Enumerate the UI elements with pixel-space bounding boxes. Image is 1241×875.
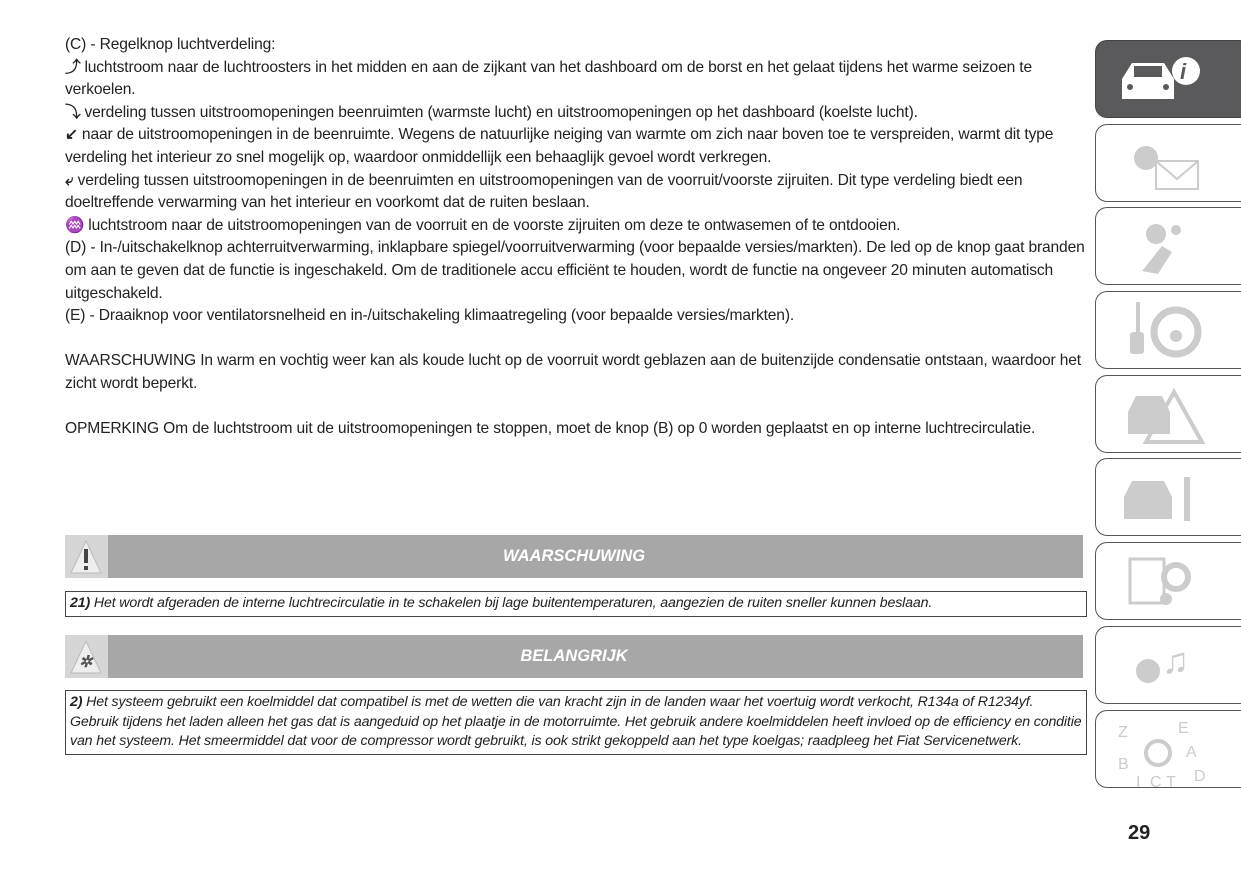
tab-car-info[interactable] (1095, 40, 1241, 118)
page-number: 29 (1128, 822, 1151, 844)
feet-vent-icon: ↙ (65, 126, 78, 144)
emergency-icon (1114, 384, 1214, 444)
svg-text:♫: ♫ (1162, 640, 1189, 681)
body-text (65, 34, 1085, 441)
text: verdeling tussen uitstroomopeningen beenruimten (warmste lucht) en uitstroomopeningen op het dashboard (koelste lucht). (84, 103, 918, 121)
feet-windscreen-vent-icon: ⤶ (65, 171, 74, 189)
tab-starting-driving[interactable] (1095, 291, 1241, 369)
text: luchtstroom naar de uitstroomopeningen van de voorruit en de voorste zijruiten om deze te ontwasemen of te ontdooien. (88, 216, 901, 234)
important-title: BELANGRIJK (520, 647, 628, 665)
warning-header (65, 535, 1083, 578)
index-letters: Z E BA C T D (1118, 720, 1206, 789)
multimedia-icon (1114, 635, 1214, 695)
warning-paragraph: WAARSCHUWING In warm en vochtig weer kan als koude lucht op de voorruit wordt geblazen aan de buitenzijde condensatie ontstaan, waardoor het zicht wordt beperkt. (65, 352, 1081, 392)
important-box-text: Het systeem gebruikt een koelmiddel dat compatibel is met de wetten die van kracht zijn in de landen waar het voertuig wordt verkocht, R134a of R1234yf. Gebruik tijdens het laden alleen het gas dat is aangeduid op het plaatje in de motorruimte. Het gebruik andere koelmiddelen heeft invloed op de efficiency en conditie van het systeem. Het smeermiddel dat voor de compressor wordt gebruikt, is ook strikt gekoppeld aan het type koelgas; raadpleeg het Fiat Servicenetwerk. (70, 694, 1082, 749)
tab-index[interactable] (1095, 710, 1241, 788)
svg-text:i: i (1180, 59, 1187, 84)
text: verdeling tussen uitstroomopeningen in de beenruimten en uitstroomopeningen van de voorruit/voorste zijruiten. Dit type verdeling biedt een doeltreffende verwarming van het interieur en voorkomt dat de ruiten beslaan. (65, 171, 1023, 212)
warning-triangle-icon (65, 535, 108, 578)
important-header (65, 635, 1083, 678)
car-wrench-icon (1114, 467, 1214, 527)
paragraph-e: (E) - Draaiknop voor ventilatorsnelheid en in-/uitschakeling klimaatregeling (voor bepaalde versies/markten). (65, 307, 795, 325)
paragraph-feet (65, 124, 1085, 169)
important-box (65, 690, 1087, 755)
environment-tree-icon (65, 635, 108, 678)
tab-multimedia[interactable] (1095, 626, 1241, 704)
airbag-icon (1114, 216, 1214, 276)
warning-lights-icon (1114, 133, 1214, 193)
tab-warning-lights[interactable] (1095, 124, 1241, 202)
paragraph-feet-windscreen (65, 170, 1085, 215)
tab-safety[interactable] (1095, 207, 1241, 285)
tab-emergency[interactable] (1095, 375, 1241, 453)
note-number: 21) (70, 595, 91, 611)
defrost-icon: ♒ (65, 216, 85, 234)
svg-text:I: I (1136, 774, 1141, 789)
face-vent-icon: ⤴ (65, 58, 81, 76)
tab-technical-data[interactable] (1095, 542, 1241, 620)
paragraph-face-feet (65, 102, 1085, 125)
paragraph-defrost (65, 215, 1085, 238)
note-paragraph: OPMERKING Om de luchtstroom uit de uitstroomopeningen te stoppen, moet de knop (B) op 0 worden geplaatst en op interne luchtrecirculatie. (65, 420, 1036, 438)
tab-maintenance[interactable] (1095, 458, 1241, 536)
face-feet-vent-icon: ⤵ (65, 103, 81, 121)
paragraph-face-vent (65, 57, 1085, 102)
text: naar de uitstroomopeningen in de beenruimte. Wegens de natuurlijke neiging van warmte om zich naar boven toe te verspreiden, warmt dit type verdeling het interieur zo snel mogelijk op, waardoor onmiddellijk een behaaglijk gevoel wordt verkregen. (65, 126, 1054, 166)
paragraph-d: (D) - In-/uitschakelknop achterruitverwarming, inklapbare spiegel/voorruitverwarming (voor bepaalde versies/markten). De led op de knop gaat branden om aan te geven dat de functie is ingeschakeld. Om de traditionele accu efficiënt te houden, wordt de functie na ongeveer 20 minuten automatisch uitgeschakeld. (65, 239, 1085, 302)
index-search-icon (1114, 719, 1214, 789)
warning-box (65, 591, 1087, 617)
note-number: 2) (70, 694, 83, 710)
document-gear-icon (1114, 551, 1214, 611)
warning-title: WAARSCHUWING (502, 547, 646, 565)
svg-text:✲: ✲ (79, 654, 93, 671)
text: luchtstroom naar de luchtroosters in het midden en aan de zijkant van het dashboard om de borst en het gelaat tijdens het warme seizoen te verkoelen. (65, 58, 1033, 99)
warning-box-text: Het wordt afgeraden de interne luchtrecirculatie in te schakelen bij lage buitentemperaturen, aangezien de ruiten sneller kunnen beslaan. (90, 595, 933, 611)
paragraph-c: (C) - Regelknop luchtverdeling: (65, 36, 276, 53)
car-info-icon (1114, 49, 1214, 109)
key-steering-wheel-icon (1114, 300, 1214, 360)
